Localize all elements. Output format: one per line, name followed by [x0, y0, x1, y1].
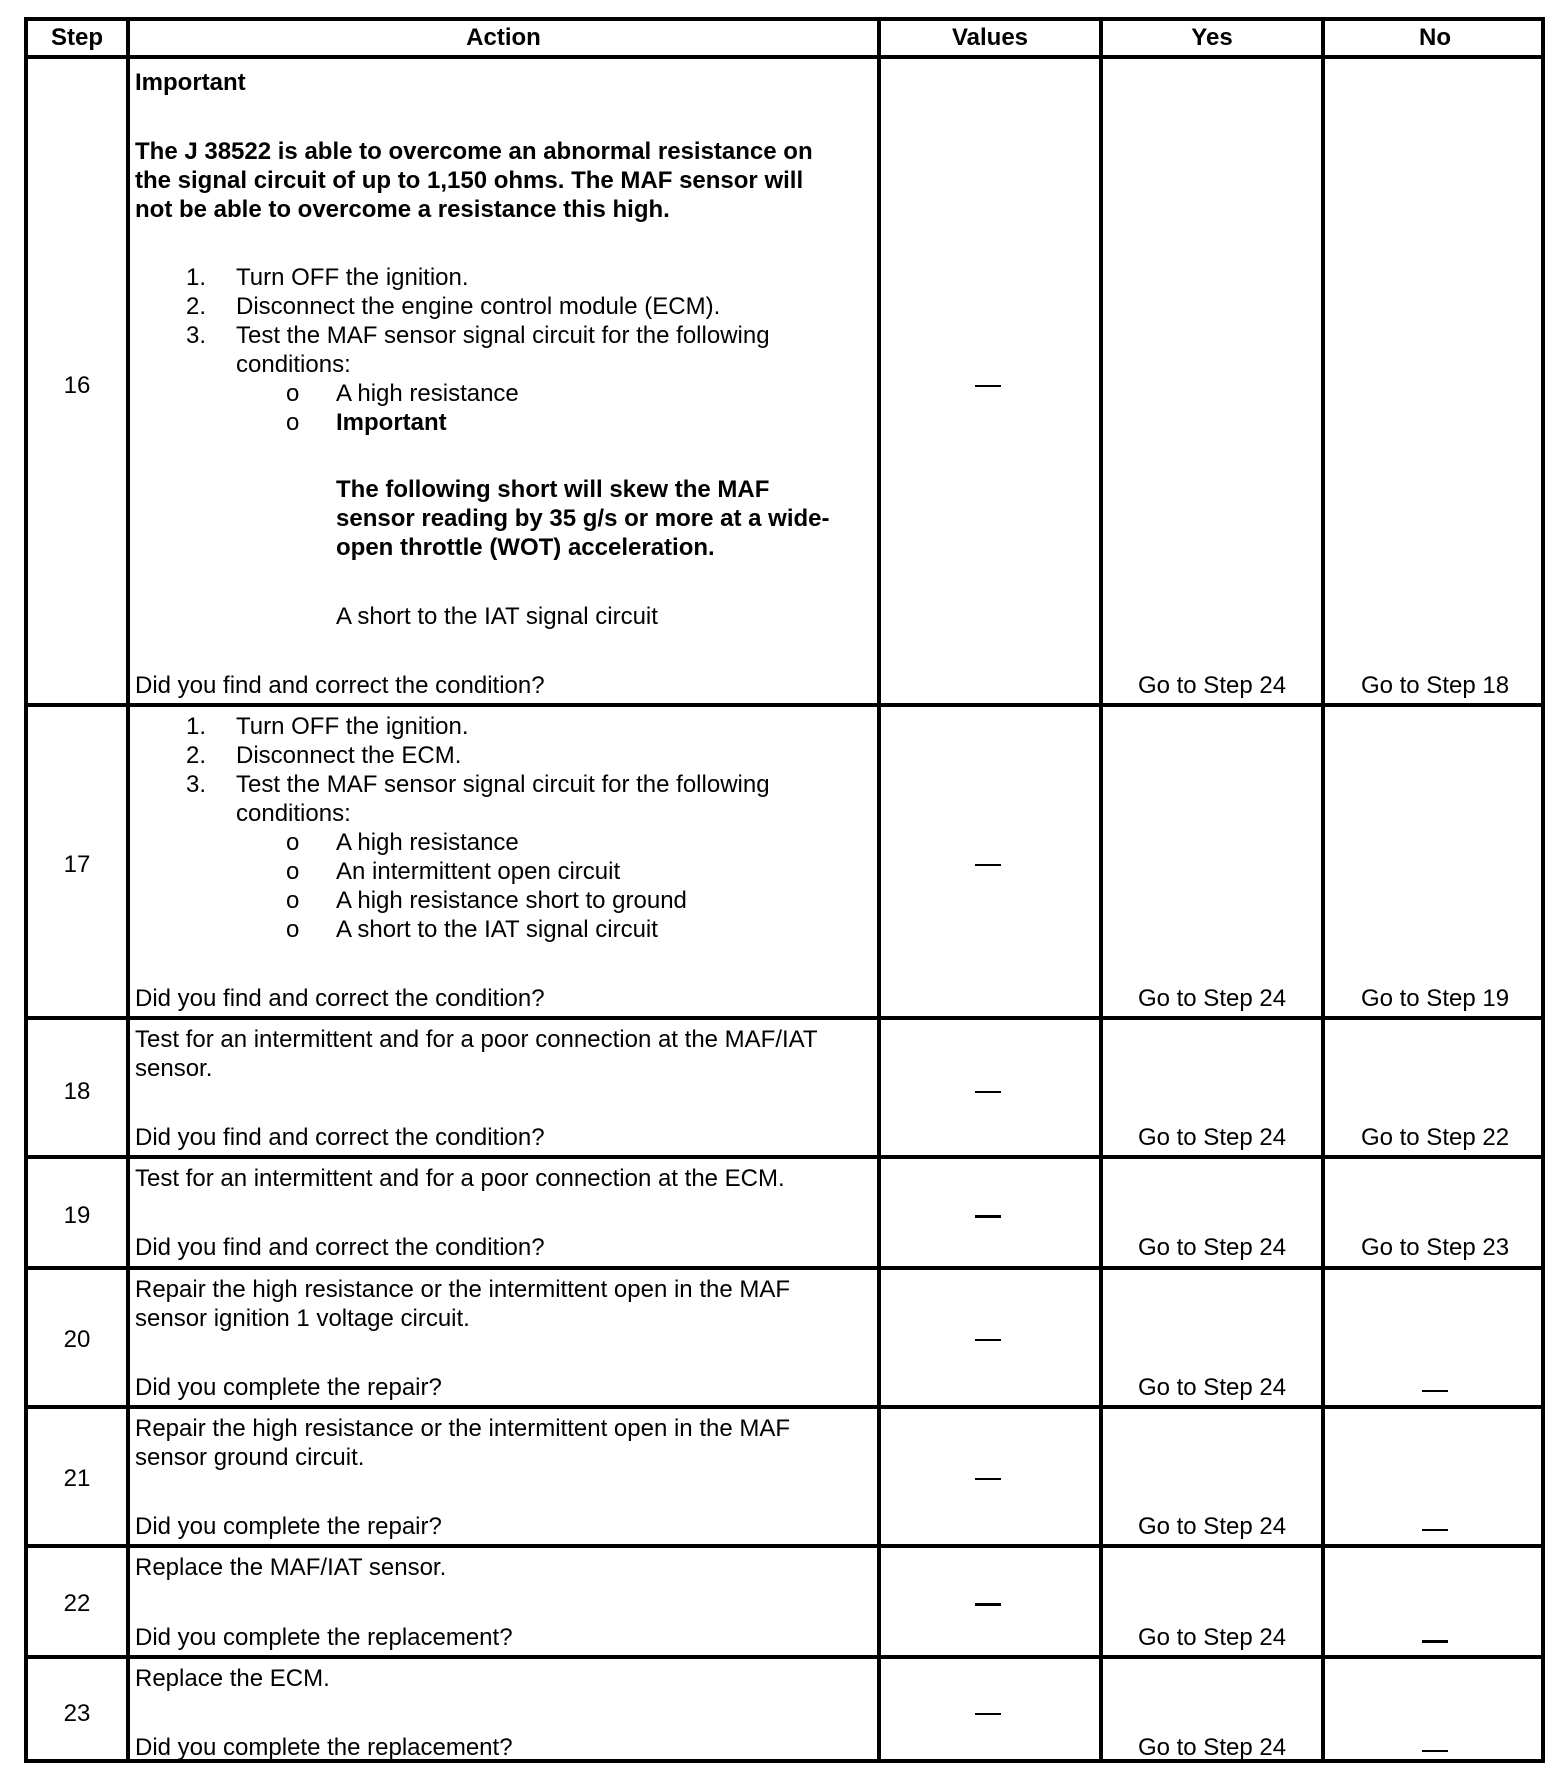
list-item-continued: conditions:: [236, 351, 351, 378]
list-item-continued: conditions:: [236, 800, 351, 827]
sub-important-text: open throttle (WOT) acceleration.: [336, 534, 715, 561]
important-heading: Important: [135, 69, 246, 96]
sub-list-item: A high resistance: [336, 380, 519, 407]
step-number: 16: [63, 372, 91, 399]
no-goto: Go to Step 19: [1360, 985, 1510, 1012]
step-number: 23: [63, 1700, 91, 1727]
values-dash: [975, 1713, 1001, 1715]
col-divider: [126, 21, 130, 1759]
list-number: 1.: [186, 713, 207, 740]
list-number: 2.: [186, 742, 207, 769]
action-text: Replace the MAF/IAT sensor.: [135, 1554, 447, 1581]
action-text: sensor ground circuit.: [135, 1444, 365, 1471]
question: Did you complete the repair?: [135, 1374, 442, 1401]
sub-list-item: A short to the IAT signal circuit: [336, 603, 658, 630]
action-text: Replace the ECM.: [135, 1665, 330, 1692]
step-number: 22: [63, 1590, 91, 1617]
header-no: No: [1419, 24, 1451, 51]
header-yes: Yes: [1191, 24, 1233, 51]
important-text: The J 38522 is able to overcome an abnormal resistance on: [135, 138, 813, 165]
values-dash: [975, 1215, 1001, 1218]
yes-goto: Go to Step 24: [1137, 672, 1287, 699]
list-item: Turn OFF the ignition.: [236, 713, 469, 740]
list-number: 3.: [186, 771, 207, 798]
list-item: Test the MAF sensor signal circuit for the following: [236, 322, 770, 349]
yes-goto: Go to Step 24: [1137, 1624, 1287, 1651]
row-divider: [28, 55, 1541, 59]
no-dash: [1422, 1390, 1448, 1392]
question: Did you find and correct the condition?: [135, 1234, 545, 1261]
list-number: 1.: [186, 264, 207, 291]
action-text: Test for an intermittent and for a poor connection at the MAF/IAT: [135, 1026, 818, 1053]
step-number: 18: [63, 1078, 91, 1105]
list-item: Disconnect the ECM.: [236, 742, 462, 769]
list-number: 3.: [186, 322, 207, 349]
values-dash: [975, 864, 1001, 866]
question: Did you find and correct the condition?: [135, 1124, 545, 1151]
action-text: sensor.: [135, 1055, 213, 1082]
col-divider: [1321, 21, 1325, 1759]
header-step: Step: [50, 24, 103, 51]
no-goto: Go to Step 22: [1360, 1124, 1510, 1151]
list-item: Disconnect the engine control module (ECM).: [236, 293, 721, 320]
list-number: 2.: [186, 293, 207, 320]
row-divider: [28, 1266, 1541, 1270]
row-divider: [28, 1016, 1541, 1020]
question: Did you find and correct the condition?: [135, 985, 545, 1012]
yes-goto: Go to Step 24: [1137, 1374, 1287, 1401]
row-divider: [28, 1405, 1541, 1409]
question: Did you complete the replacement?: [135, 1734, 513, 1761]
sub-list-item: A high resistance short to ground: [336, 887, 687, 914]
no-goto: Go to Step 18: [1360, 672, 1510, 699]
sub-important-text: The following short will skew the MAF: [336, 476, 770, 503]
values-dash: [975, 1339, 1001, 1341]
action-text: Repair the high resistance or the intermittent open in the MAF: [135, 1276, 791, 1303]
important-text: not be able to overcome a resistance this high.: [135, 196, 670, 223]
row-divider: [28, 1155, 1541, 1159]
no-dash: [1422, 1640, 1448, 1643]
yes-goto: Go to Step 24: [1137, 1124, 1287, 1151]
step-number: 17: [63, 851, 91, 878]
bullet: o: [286, 887, 300, 914]
yes-goto: Go to Step 24: [1137, 1513, 1287, 1540]
header-action: Action: [466, 24, 541, 51]
values-dash: [975, 385, 1001, 387]
bullet: o: [286, 409, 300, 436]
sub-important-text: sensor reading by 35 g/s or more at a wide-: [336, 505, 830, 532]
yes-goto: Go to Step 24: [1137, 985, 1287, 1012]
action-text: sensor ignition 1 voltage circuit.: [135, 1305, 470, 1332]
no-dash: [1422, 1750, 1448, 1752]
step-number: 19: [63, 1202, 91, 1229]
important-text: the signal circuit of up to 1,150 ohms. The MAF sensor will: [135, 167, 804, 194]
sub-list-item: A short to the IAT signal circuit: [336, 916, 658, 943]
row-divider: [28, 703, 1541, 707]
values-dash: [975, 1478, 1001, 1480]
no-goto: Go to Step 23: [1360, 1234, 1510, 1261]
yes-goto: Go to Step 24: [1137, 1234, 1287, 1261]
bullet: o: [286, 380, 300, 407]
action-text: Repair the high resistance or the intermittent open in the MAF: [135, 1415, 791, 1442]
yes-goto: Go to Step 24: [1137, 1734, 1287, 1761]
diagnostic-table: [24, 17, 1545, 1763]
values-dash: [975, 1603, 1001, 1606]
bullet: o: [286, 829, 300, 856]
no-dash: [1422, 1529, 1448, 1531]
values-dash: [975, 1091, 1001, 1093]
action-text: Test for an intermittent and for a poor connection at the ECM.: [135, 1165, 785, 1192]
question: Did you find and correct the condition?: [135, 672, 545, 699]
question: Did you complete the replacement?: [135, 1624, 513, 1651]
bullet: o: [286, 858, 300, 885]
sub-list-item: A high resistance: [336, 829, 519, 856]
row-divider: [28, 1544, 1541, 1548]
bullet: o: [286, 916, 300, 943]
list-item: Turn OFF the ignition.: [236, 264, 469, 291]
sub-important-heading: Important: [336, 409, 447, 436]
row-divider: [28, 1655, 1541, 1659]
step-number: 21: [63, 1465, 91, 1492]
list-item: Test the MAF sensor signal circuit for the following: [236, 771, 770, 798]
header-values: Values: [951, 24, 1029, 51]
col-divider: [877, 21, 881, 1759]
col-divider: [1099, 21, 1103, 1759]
step-number: 20: [63, 1326, 91, 1353]
question: Did you complete the repair?: [135, 1513, 442, 1540]
sub-list-item: An intermittent open circuit: [336, 858, 621, 885]
